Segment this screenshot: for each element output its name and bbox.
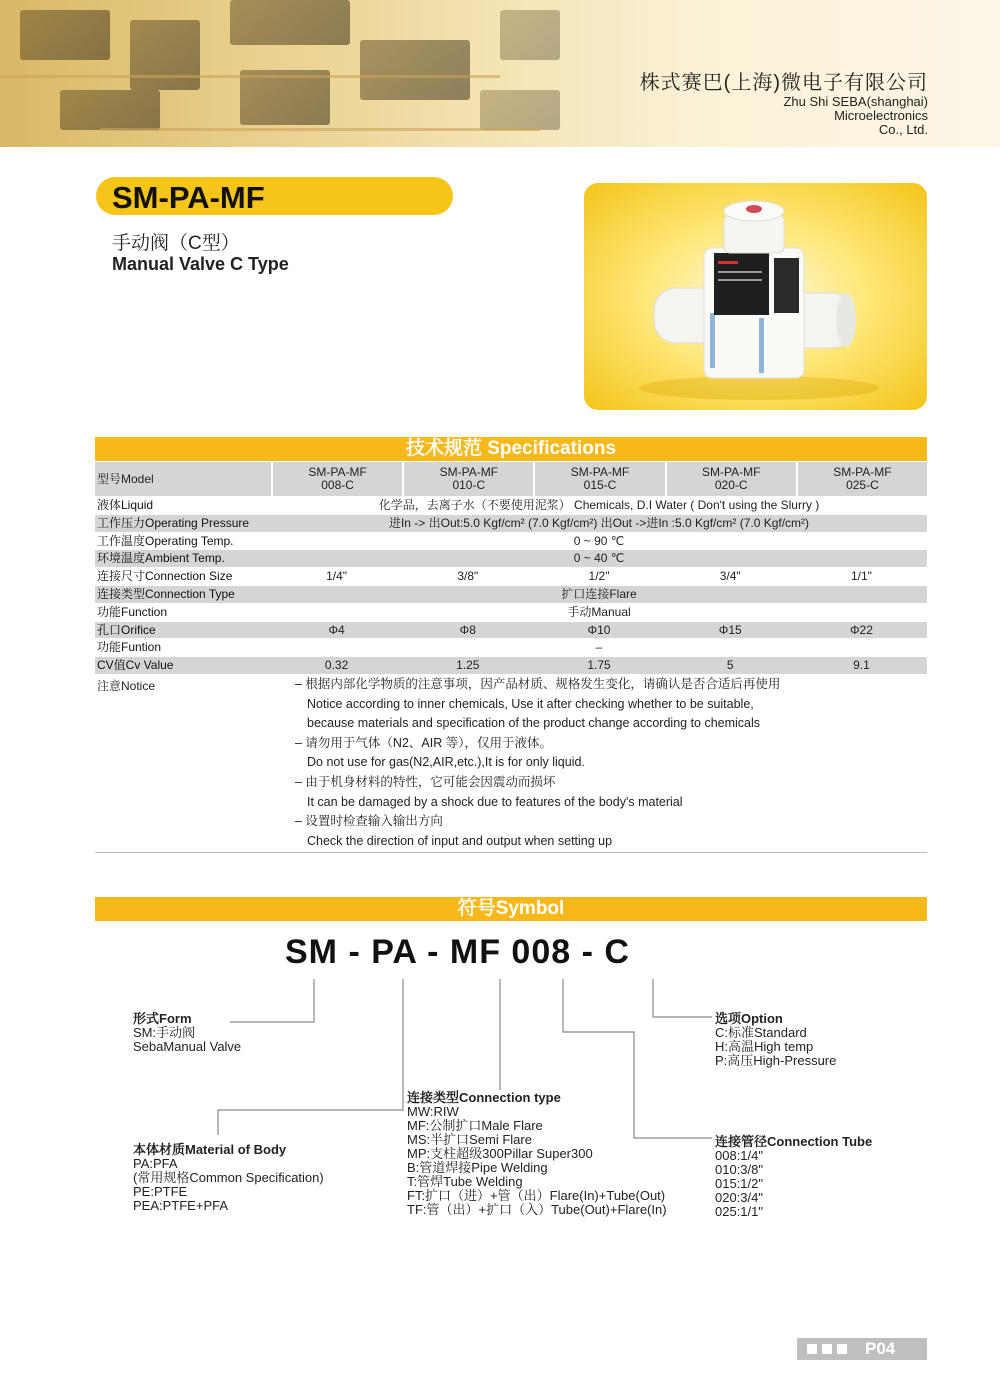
- size-cell: 3/4": [719, 569, 741, 584]
- liquid-value: 化学品，去离子水（不要使用泥浆） Chemicals, D.I Water ( Don't using the Slurry ): [378, 498, 820, 512]
- connection-tube-item: 008:1/4": [715, 1148, 763, 1163]
- notice-line: – 请勿用于气体（N2、AIR 等），仅用于液体。: [295, 735, 552, 750]
- model-line-1: SM-PA-MF: [701, 465, 761, 479]
- notice-line: It can be damaged by a shock due to features of the body's material: [307, 794, 683, 809]
- body-material-item: PE:PTFE: [133, 1184, 188, 1199]
- cv-cell: 1.75: [587, 658, 611, 673]
- option-item: C:标准Standard: [715, 1025, 807, 1040]
- model-line-2: 010-C: [452, 478, 486, 492]
- cv-cell: 5: [726, 658, 734, 673]
- connection-type-item: MS:半扩口Semi Flare: [407, 1132, 532, 1147]
- notice-line: – 由于机身材料的特性，它可能会因震动而损坏: [295, 774, 556, 789]
- connection-type-item: MP:支柱超级300Pillar Super300: [407, 1146, 593, 1161]
- form-legend: [133, 1012, 241, 1054]
- company-name-en-1: Zhu Shi SEBA(shanghai): [783, 94, 928, 109]
- type-label: 连接类型Connection Type: [97, 586, 235, 601]
- connection-type-item: T:管焊Tube Welding: [407, 1174, 523, 1189]
- connection-type-item: MW:RIW: [407, 1104, 459, 1119]
- model-code: SM - PA - MF 008 - C: [285, 933, 630, 971]
- option-item: H:高温High temp: [715, 1039, 814, 1054]
- connection-type-item: TF:管（出）+扩口（入）Tube(Out)+Flare(In): [407, 1202, 667, 1217]
- orifice-cell: Φ8: [459, 622, 476, 637]
- funtion-value: –: [595, 640, 603, 655]
- function-value: 手动Manual: [567, 604, 631, 619]
- cv-cell: 9.1: [853, 658, 870, 673]
- model-line-2: 020-C: [714, 478, 748, 492]
- type-value: 扩口连接Flare: [561, 586, 637, 601]
- company-name-en-3: Co., Ltd.: [878, 122, 928, 137]
- notice-line: Check the direction of input and output when setting up: [307, 833, 613, 848]
- symbol-title-band: 符号Symbol: [95, 897, 927, 921]
- cv-cell: 1.25: [456, 658, 480, 673]
- connection-tube-item: 015:1/2": [715, 1176, 763, 1191]
- model-line-1: SM-PA-MF: [308, 465, 367, 479]
- form-item: SM:手动阀: [133, 1025, 196, 1040]
- option-heading: 选项Option: [715, 1011, 783, 1026]
- connection-type-heading: 连接类型Connection type: [407, 1090, 561, 1105]
- notice-line: Do not use for gas(N2,AIR,etc.),It is for only liquid.: [307, 755, 585, 770]
- connection-tube-item: 020:3/4": [715, 1190, 763, 1205]
- orifice-cell: Φ10: [587, 622, 611, 637]
- pressure-label: 工作压力Operating Pressure: [97, 515, 250, 530]
- page-number: P04: [865, 1339, 896, 1358]
- model-line-2: 008-C: [321, 478, 354, 492]
- form-heading: 形式Form: [133, 1011, 192, 1026]
- connection-tube-legend: [715, 1135, 872, 1219]
- model-title: SM-PA-MF: [112, 180, 265, 215]
- model-line-1: SM-PA-MF: [439, 465, 499, 479]
- footer-square-icon: [837, 1344, 847, 1354]
- company-name-en-2: Microelectronics: [834, 108, 928, 123]
- product-name-en: Manual Valve C Type: [112, 254, 289, 274]
- pressure-value: 进In -> 出Out:5.0 Kgf/cm² (7.0 Kgf/cm²) 出Out ->进In :5.0 Kgf/cm² (7.0 Kgf/cm²): [388, 515, 810, 530]
- spec-title-band: 技术规范 Specifications: [95, 437, 927, 461]
- orifice-cell: Φ22: [849, 622, 873, 637]
- connection-tube-item: 010:3/8": [715, 1162, 763, 1177]
- orifice-label: 孔口Orifice: [97, 622, 156, 637]
- company-name-cn: 株式赛巴(上海)微电子有限公司: [639, 72, 928, 94]
- footer-square-icon: [807, 1344, 817, 1354]
- connection-type-legend: [407, 1091, 667, 1217]
- optemp-label: 工作温度Operating Temp.: [97, 533, 234, 548]
- page-footer: [797, 1338, 927, 1360]
- connection-tube-heading: 连接管径Connection Tube: [715, 1134, 873, 1149]
- body-material-heading: 本体材质Material of Body: [133, 1142, 287, 1157]
- body-material-legend: [133, 1143, 324, 1213]
- model-label: 型号Model: [97, 472, 154, 486]
- notice-line: – 设置时检查输入输出方向: [295, 814, 443, 829]
- notice-label: 注意Notice: [97, 679, 156, 693]
- size-cell: 1/1": [850, 569, 872, 584]
- notice-line: Notice according to inner chemicals, Use it after checking whether to be suitable,: [307, 696, 754, 711]
- model-line-2: 015-C: [583, 478, 617, 492]
- product-name-cn: 手动阀（C型）: [112, 233, 240, 254]
- notice-line: because materials and specification of the product change according to chemicals: [307, 716, 761, 731]
- ambtemp-value: 0 ~ 40 ℃: [573, 551, 625, 566]
- optemp-value: 0 ~ 90 ℃: [573, 533, 625, 548]
- option-legend: [715, 1012, 836, 1068]
- cv-label: CV值Cv Value: [97, 658, 174, 673]
- function-label: 功能Function: [97, 604, 168, 619]
- notice-line: – 根据内部化学物质的注意事项，因产品材质、规格发生变化，请确认是否合适后再使用: [295, 677, 781, 691]
- connection-type-item: B:管道焊接Pipe Welding: [407, 1160, 548, 1175]
- size-cell: 3/8": [457, 569, 479, 584]
- connection-type-item: MF:公制扩口Male Flare: [407, 1118, 543, 1133]
- connection-tube-item: 025:1/1": [715, 1204, 763, 1219]
- body-material-item: (常用规格Common Specification): [133, 1170, 324, 1185]
- model-line-1: SM-PA-MF: [833, 465, 892, 479]
- body-material-item: PEA:PTFE+PFA: [133, 1198, 229, 1213]
- footer-square-icon: [822, 1344, 832, 1354]
- model-line-2: 025-C: [846, 478, 879, 492]
- orifice-cell: Φ4: [328, 622, 345, 637]
- orifice-cell: Φ15: [718, 622, 742, 637]
- funtion-label: 功能Funtion: [97, 640, 162, 655]
- option-item: P:高压High-Pressure: [715, 1053, 837, 1068]
- size-cell: 1/4": [326, 569, 348, 584]
- body-material-item: PA:PFA: [133, 1156, 178, 1171]
- ambtemp-label: 环境温度Ambient Temp.: [97, 551, 225, 566]
- form-item: SebaManual Valve: [133, 1039, 242, 1054]
- size-label: 连接尺寸Connection Size: [97, 569, 233, 584]
- size-cell: 1/2": [588, 569, 610, 584]
- liquid-label: 液体Liquid: [97, 498, 154, 512]
- model-line-1: SM-PA-MF: [570, 465, 630, 479]
- connection-type-item: FT:扩口（进）+管（出）Flare(In)+Tube(Out): [407, 1188, 666, 1203]
- cv-cell: 0.32: [324, 658, 349, 673]
